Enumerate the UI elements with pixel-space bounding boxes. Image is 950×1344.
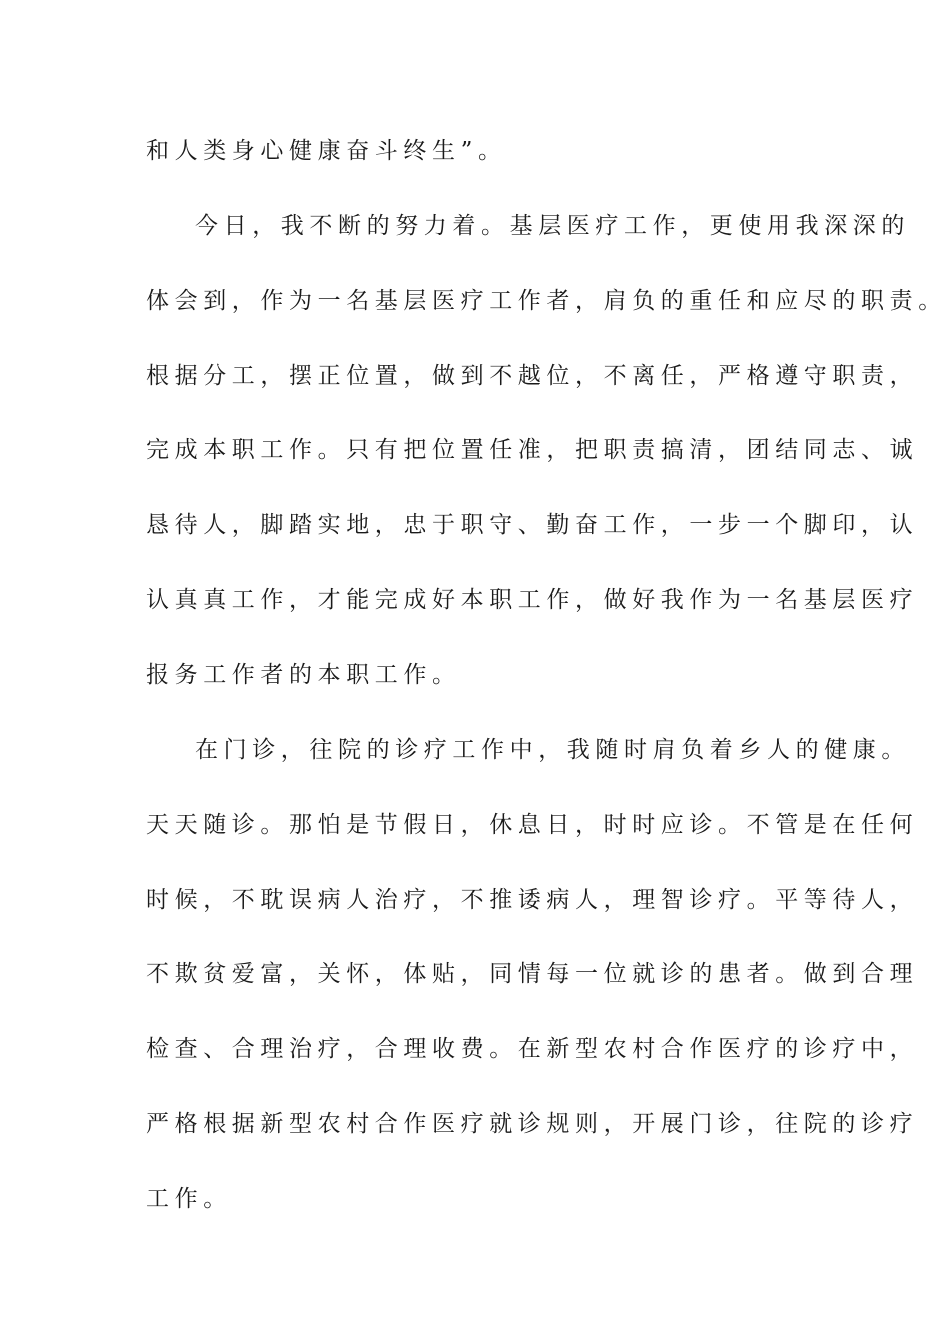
text-line: 工作。 xyxy=(146,1186,232,1212)
text-line: 时候，不耽误病人治疗，不推诿病人，理智诊疗。平等待人， xyxy=(146,887,919,913)
text-line: 认真真工作，才能完成好本职工作，做好我作为一名基层医疗 xyxy=(146,587,919,613)
text-line: 体会到，作为一名基层医疗工作者，肩负的重任和应尽的职责。 xyxy=(146,288,947,314)
text-line: 完成本职工作。只有把位置任准，把职责搞清，团结同志、诚 xyxy=(146,437,919,463)
text-line: 和人类身心健康奋斗终生”。 xyxy=(146,138,507,164)
text-line: 检查、合理治疗，合理收费。在新型农村合作医疗的诊疗中， xyxy=(146,1036,919,1062)
text-line: 恳待人，脚踏实地，忠于职守、勤奋工作，一步一个脚印，认 xyxy=(146,512,919,538)
paragraph-first-line: 在门诊，往院的诊疗工作中，我随时肩负着乡人的健康。 xyxy=(195,737,910,763)
text-line: 严格根据新型农村合作医疗就诊规则，开展门诊，往院的诊疗 xyxy=(146,1111,919,1137)
text-line: 不欺贫爱富，关怀，体贴，同情每一位就诊的患者。做到合理 xyxy=(146,961,919,987)
text-line: 根据分工，摆正位置，做到不越位，不离任，严格遵守职责， xyxy=(146,363,919,389)
text-line: 报务工作者的本职工作。 xyxy=(146,662,461,688)
text-line: 天天随诊。那怕是节假日，休息日，时时应诊。不管是在任何 xyxy=(146,812,919,838)
paragraph-first-line: 今日，我不断的努力着。基层医疗工作，更使用我深深的 xyxy=(195,213,910,239)
